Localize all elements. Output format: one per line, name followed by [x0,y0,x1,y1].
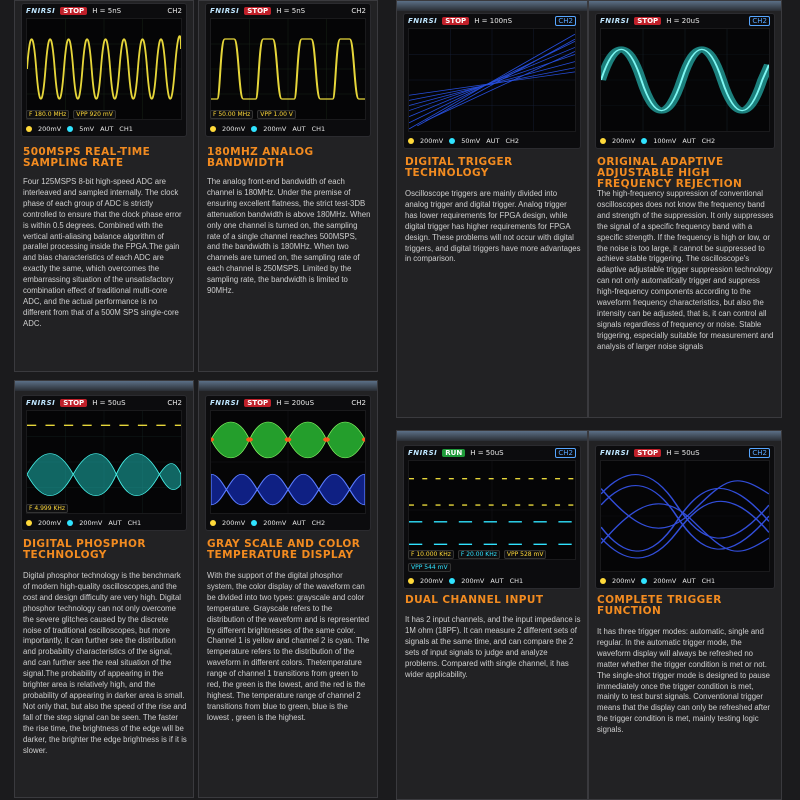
ch1-indicator-icon [26,520,32,526]
section-title: DIGITAL TRIGGER TECHNOLOGY [405,156,513,179]
trigger-channel: CH1 [509,576,524,585]
ch1-scale: 200mV [222,124,246,133]
ch2-scale: 200mV [653,576,677,585]
timebase-readout: H = 200uS [276,398,315,407]
ch2-indicator-icon [641,578,647,584]
timebase-readout: H = 50uS [92,398,126,407]
brand-logo: FNIRSI [26,6,56,15]
ch1-indicator-icon [600,138,606,144]
brand-logo: FNIRSI [210,6,240,15]
ch1-vpp-readout: VPP 528 mV [504,550,547,559]
scope-status-bar [596,446,774,459]
scope-screen [21,395,187,531]
scope-status-bar [22,396,186,409]
brand-logo: FNIRSI [600,448,630,457]
waveform-svg [211,19,365,119]
waveform-svg [601,461,769,571]
scope-footer [22,515,186,530]
scope-footer [404,573,580,588]
stop-badge: STOP [634,17,661,25]
card-analog-bandwidth [198,0,378,372]
ch2-indicator-icon [251,520,257,526]
scope-screen [403,13,581,149]
section-title: 180MHZ ANALOG BANDWIDTH [207,146,314,169]
scope-footer [22,121,186,136]
waveform-svg [409,29,575,131]
trigger-mode: AUT [682,576,696,585]
vpp-readout: VPP 1.00 V [257,110,296,119]
trigger-mode: AUT [108,518,122,527]
waveform-plot [210,18,366,120]
ch2-label: CH2 [555,448,576,458]
ch2-scale: 100mV [653,136,677,145]
stop-badge: STOP [634,449,661,457]
card-digital-phosphor [14,380,194,798]
trigger-channel: CH2 [701,136,716,145]
section-text: The high-frequency suppression of conventional oscilloscopes does not know the frequency band and strength of the suppression. It only suppresses the signal of a specific frequency band with a specific strength. If the frequency is high or low, or the noise is too large, it cannot be suppressed to achieve stable triggering. The oscilloscope's adaptive adjustable trigger suppression technology can not only automatically trigger and suppress high-frequency components according to the waveform frequency characteristics, but also the intensity can be adjusted, that is, it can control all signals regardless of frequency or noise. Stable triggering, especially suitable for measurement and analysis of larger noise signals [597,189,774,351]
ch2-scale: 50mV [461,136,481,145]
scope-screen [595,445,775,589]
card-gray-color-temp [198,380,378,798]
stop-badge: STOP [60,399,87,407]
timebase-readout: H = 50uS [666,448,700,457]
brand-logo: FNIRSI [210,398,240,407]
ch2-vpp-readout: VPP 544 mV [408,563,451,572]
trigger-channel: CH2 [311,518,326,527]
stop-badge: STOP [60,7,87,15]
frequency-readout: F 180.0 MHz [26,110,69,119]
trigger-mode: AUT [100,124,114,133]
section-text: With the support of the digital phosphor system, the color display of the waveform can be divided into two types: grayscale and color temperature. Grayscale refers to the distribution of the waveform and is represented by different brightnesses of the same color. Channel 1 is yellow and channel 2 is cyan. The temperature refers to the distribution of the waveform in different colors. Thetemperature range of channel 1 transitions from green to red, the green is the lowest, and the red is the highest. The temperature range of channel 2 transitions from blue to green, blue is the lowest , green is the highest. [207,571,370,722]
section-title: COMPLETE TRIGGER FUNCTION [597,594,722,617]
waveform-svg [27,411,181,513]
ch1-indicator-icon [26,126,32,132]
section-title: ORIGINAL ADAPTIVE ADJUSTABLE HIGH FREQUENCY REJECTION [597,156,743,190]
section-text: The analog front-end bandwidth of each channel is 180MHz. Under the premise of ensuring excellent flatness, the strict test-3DB attenuation bandwidth is above 180MHz. When only one channel is turned on, the sampling rate of a single channel reaches 500MSPS, and the bandwidth is 180MHz. When two channels are turned on, the sampling rate of each channel is 250MSPS. Limited by the sampling rate, the bandwidth is limited to 90MHz. [207,177,371,296]
waveform-svg [601,29,769,131]
ch2-scale: 200mV [461,576,485,585]
section-title: DIGITAL PHOSPHOR TECHNOLOGY [23,538,146,561]
section-text: Four 125MSPS 8-bit high-speed ADC are interleaved and sampled internally. The clock phase of each group of ADC is strictly controlled to ensure that the clock phase error is within 0.5 degrees. Combined with the vertical anti-aliasing balance algorithm of parallel processing inside the FPGA.The gain and bias characteristics of each ADC are exactly the same, which overcomes the embarrassing situation of the unsatisfactory combination effect of traditional multi-core ADC, and the actual performance is no different from that of a 500M SPS single-core ADC. [23,177,182,328]
stop-badge: STOP [244,399,271,407]
scope-screen [403,445,581,589]
vpp-readout: VPP 920 mV [73,110,116,119]
scope-status-bar [206,4,370,17]
section-text: It has 2 input channels, and the input impedance is 1M ohm (18PF). It can measure 2 different sets of signals at the same time, and can compare the 2 sets of input signals to judge and analyze problems. Compared with single channel, it has wider applicability. [405,615,581,679]
ch2-scale: 5mV [79,124,95,133]
ch1-indicator-icon [210,520,216,526]
run-badge: RUN [442,449,465,457]
ch2-scale: 200mV [79,518,103,527]
ch1-scale: 200mV [420,136,444,145]
waveform-plot [408,28,576,132]
ch2-label: CH2 [167,6,182,15]
scope-screen [205,3,371,137]
measurement-readouts [26,504,68,513]
waveform-plot [26,18,182,120]
waveform-plot [600,28,770,132]
scope-status-bar [596,14,774,27]
stop-badge: STOP [244,7,271,15]
ch2-label: CH2 [749,16,770,26]
ch2-indicator-icon [67,126,73,132]
ch2-label: CH2 [555,16,576,26]
waveform-plot [600,460,770,572]
brand-logo: FNIRSI [26,398,56,407]
ch2-scale: 200mV [263,518,287,527]
ch1-scale: 200mV [38,124,62,133]
timebase-readout: H = 50uS [470,448,504,457]
ch1-indicator-icon [408,578,414,584]
scope-status-bar [404,446,580,459]
brand-logo: FNIRSI [600,16,630,25]
ch1-frequency-readout: F 10.000 KHz [408,550,454,559]
waveform-svg [211,411,365,513]
measurement-readouts [26,110,116,119]
scope-screen [205,395,371,531]
card-complete-trigger [588,430,782,800]
ch2-label: CH2 [167,398,182,407]
ch1-indicator-icon [408,138,414,144]
trigger-mode: AUT [292,518,306,527]
section-text: It has three trigger modes: automatic, single and regular. In the automatic trigger mode, the waveform display will always be refreshed no matter whether the trigger condition is met or not. The single-shot trigger mode is designed to pause immediately once the trigger condition is met, mainly to test burst signals. Conventional trigger means that the display can only be refreshed after the trigger condition is met, mainly testing logic signals. [597,627,770,735]
trigger-mode: AUT [490,576,504,585]
ch1-indicator-icon [210,126,216,132]
trigger-channel: CH1 [127,518,142,527]
waveform-svg [27,19,181,119]
ch1-scale: 200mV [222,518,246,527]
trigger-mode: AUT [682,136,696,145]
timebase-readout: H = 5nS [276,6,306,15]
scope-screen [21,3,187,137]
card-adaptive-rejection [588,0,782,418]
brand-logo: FNIRSI [408,16,438,25]
ch2-scale: 200mV [263,124,287,133]
measurement-readouts [408,550,558,572]
waveform-plot [408,460,576,560]
ch2-frequency-readout: F 20.00 KHz [458,550,500,559]
measurement-readouts [210,110,296,119]
waveform-svg [409,461,575,559]
section-title: DUAL CHANNEL INPUT [405,594,544,606]
card-dual-channel [396,430,588,800]
section-title: 500MSPS REAL-TIME SAMPLING RATE [23,146,151,169]
ch2-label: CH2 [351,398,366,407]
scope-screen [595,13,775,149]
trigger-mode: AUT [486,136,500,145]
scope-footer [596,573,774,588]
timebase-readout: H = 20uS [666,16,700,25]
scope-status-bar [22,4,186,17]
scope-status-bar [206,396,370,409]
brand-logo: FNIRSI [408,448,438,457]
ch2-indicator-icon [449,138,455,144]
trigger-channel: CH2 [505,136,519,145]
frequency-readout: F 4.999 KHz [26,504,68,513]
trigger-mode: AUT [292,124,306,133]
trigger-channel: CH1 [311,124,326,133]
ch2-label: CH2 [351,6,366,15]
phosphor-envelope [27,454,181,496]
section-title: GRAY SCALE AND COLOR TEMPERATURE DISPLAY [207,538,361,561]
card-digital-trigger [396,0,588,418]
scope-footer [206,121,370,136]
scope-footer [596,133,774,148]
section-text: Oscilloscope triggers are mainly divided into analog trigger and digital trigger. Analog trigger has lower requirements for FPGA design, while digital trigger has higher requirements for FPGA design. These problems will not occur with digital triggers, and digital triggers have more advantages in comparison. [405,189,581,264]
ch2-indicator-icon [251,126,257,132]
ch1-scale: 200mV [38,518,62,527]
ch2-label: CH2 [749,448,770,458]
stop-badge: STOP [442,17,469,25]
ch1-scale: 200mV [612,576,636,585]
scope-footer [404,133,580,148]
card-sampling-rate [14,0,194,372]
scope-status-bar [404,14,580,27]
trigger-channel: CH1 [701,576,716,585]
waveform-plot [210,410,366,514]
frequency-readout: F 50.00 MHz [210,110,253,119]
trigger-channel: CH1 [119,124,133,133]
ch2-indicator-icon [67,520,73,526]
scope-footer [206,515,370,530]
ch2-indicator-icon [641,138,647,144]
ch1-indicator-icon [600,578,606,584]
ch2-indicator-icon [449,578,455,584]
section-text: Digital phosphor technology is the benchmark of modern high-quality oscilloscopes,and the cost and design difficulty are very high. Digital phosphor technology can not only overcome the severe glitches caused by the discrete noise of traditional oscilloscopes, but more importantly, it can further see the distribution and probability characteristics of the signal, and can further see the real situation of the signal.The probability of appearing in the brighter area is relatively high, and the probability of appearing in darker area is small. Not only that, but also the speed of the rise and fall of the step signal can be seen. The faster the rise time, the brightness of the edge will be darker, the brighter the edge brightness is if it is slower. [23,571,187,755]
timebase-readout: H = 5nS [92,6,122,15]
ch1-scale: 200mV [420,576,444,585]
waveform-plot [26,410,182,514]
ch1-scale: 200mV [612,136,636,145]
timebase-readout: H = 100nS [474,16,513,25]
